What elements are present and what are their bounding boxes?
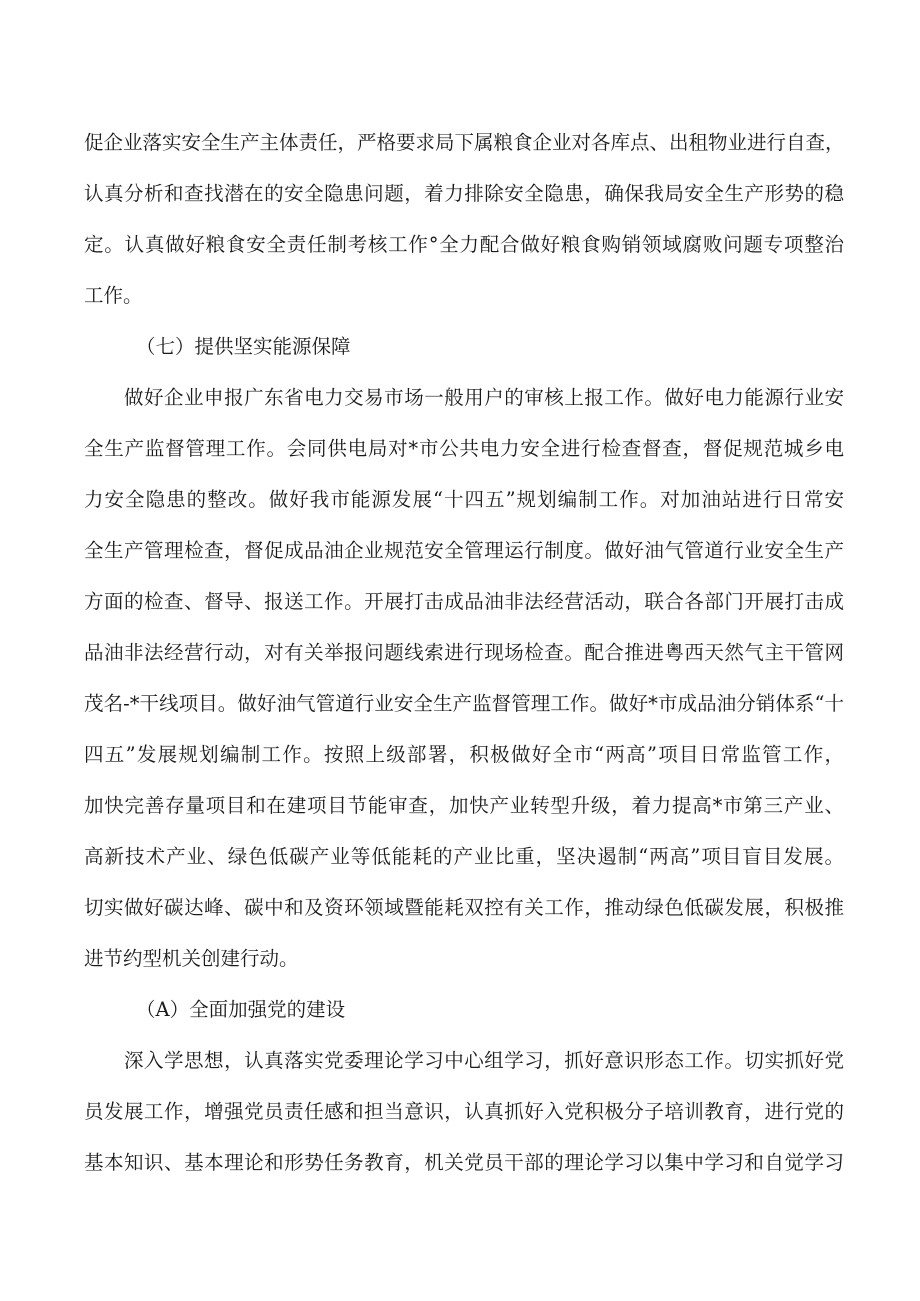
paragraph-line: 高新技术产业、绿色低碳产业等低能耗的产业比重，坚决遏制“两高”项目盲目发展。 bbox=[84, 845, 844, 868]
paragraph-line: 切实做好碳达峰、碳中和及资环领域暨能耗双控有关工作，推动绿色低碳发展，积极推 bbox=[84, 896, 844, 919]
paragraph-line: 四五”发展规划编制工作。按照上级部署，积极做好全市“两高”项目日常监管工作， bbox=[84, 743, 844, 766]
paragraph-line: 做好企业申报广东省电力交易市场一般用户的审核上报工作。做好电力能源行业安 bbox=[124, 386, 844, 409]
paragraph-line: 全生产监督管理工作。会同供电局对*市公共电力安全进行检查督查，督促规范城乡电 bbox=[84, 437, 844, 460]
paragraph-line: 加快完善存量项目和在建项目节能审查，加快产业转型升级，着力提高*市第三产业、 bbox=[84, 794, 844, 817]
paragraph-line: 认真分析和查找潜在的安全隐患问题，着力排除安全隐患，确保我局安全生产形势的稳 bbox=[84, 182, 844, 205]
paragraph-line: 品油非法经营行动，对有关举报问题线索进行现场检查。配合推进粤西天然气主干管网 bbox=[84, 641, 844, 664]
paragraph-line: 进节约型机关创建行动。 bbox=[84, 947, 299, 970]
paragraph-line: 定。认真做好粮食安全责任制考核工作°全力配合做好粮食购销领域腐败问题专项整治 bbox=[84, 233, 844, 256]
paragraph-line: 深入学思想，认真落实党委理论学习中心组学习，抓好意识形态工作。切实抓好党 bbox=[124, 1049, 844, 1072]
paragraph-line: 茂名-*干线项目。做好油气管道行业安全生产监督管理工作。做好*市成品油分销体系“十 bbox=[84, 692, 844, 715]
paragraph-line: 方面的检查、督导、报送工作。开展打击成品油非法经营活动，联合各部门开展打击成 bbox=[84, 590, 844, 613]
paragraph-line: 力安全隐患的整改。做好我市能源发展“十四五”规划编制工作。对加油站进行日常安 bbox=[84, 488, 844, 511]
paragraph-line: 基本知识、基本理论和形势任务教育，机关党员干部的理论学习以集中学习和自觉学习 bbox=[84, 1151, 844, 1174]
paragraph-line: 促企业落实安全生产主体责任，严格要求局下属粮食企业对各库点、出租物业进行自查， bbox=[84, 131, 845, 154]
section-heading: （七）提供坚实能源保障 bbox=[136, 335, 351, 358]
section-heading: （A）全面加强党的建设 bbox=[136, 998, 346, 1021]
paragraph-line: 员发展工作，增强党员责任感和担当意识，认真抓好入党积极分子培训教育，进行党的 bbox=[84, 1100, 844, 1123]
paragraph-line: 全生产管理检查，督促成品油企业规范安全管理运行制度。做好油气管道行业安全生产 bbox=[84, 539, 844, 562]
paragraph-line: 工作。 bbox=[84, 284, 143, 307]
